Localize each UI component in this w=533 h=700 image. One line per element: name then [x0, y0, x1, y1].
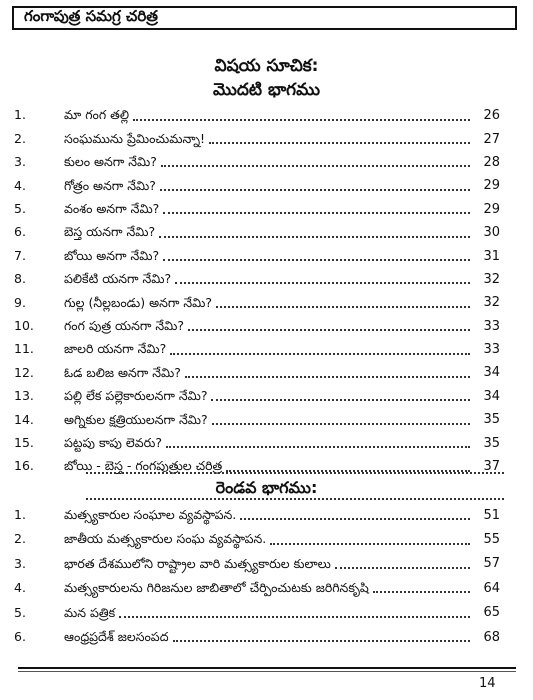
dot-leader	[216, 304, 470, 308]
toc-entry-number: 7.	[14, 247, 26, 263]
toc-entry-page: 31	[483, 248, 500, 264]
dot-leader	[209, 140, 470, 144]
toc-entry	[14, 221, 500, 244]
toc-entry	[14, 431, 500, 454]
dot-leader	[160, 187, 470, 191]
toc-entry-label: పలికేటి యనగా నేమి?	[64, 271, 172, 287]
dot-leader	[226, 468, 470, 472]
toc-entry	[14, 385, 500, 408]
dot-leader	[270, 541, 470, 545]
toc-entry	[14, 527, 500, 551]
toc-entry-page: 64	[483, 580, 500, 596]
toc-entry-page: 29	[483, 178, 500, 194]
toc-entry	[14, 198, 500, 221]
part2-list	[14, 503, 500, 649]
toc-entry-number: 3.	[14, 555, 26, 571]
toc-title: విషయ సూచిక:	[214, 56, 319, 76]
toc-entry-label: జాలరి యనగా నేమి?	[64, 341, 167, 357]
dot-leader	[163, 257, 470, 261]
section-divider-top	[86, 472, 504, 474]
toc-entry	[14, 244, 500, 267]
toc-entry-page: 35	[483, 412, 500, 428]
toc-entry-label: బోయి అనగా నేమి?	[64, 247, 160, 263]
part1-title: మొదటి భాగము	[213, 80, 320, 100]
toc-entry	[14, 291, 500, 314]
toc-entry-number: 6.	[14, 224, 26, 240]
dot-leader	[175, 280, 470, 284]
toc-entry-number: 6.	[14, 628, 26, 644]
toc-entry	[14, 408, 500, 431]
toc-entry-label: అగ్నికుల క్షత్రియులనగా నేమి?	[64, 411, 208, 427]
toc-entry-page: 34	[483, 365, 500, 381]
dot-leader	[173, 638, 470, 642]
toc-entry	[14, 315, 500, 338]
dot-leader	[163, 210, 470, 214]
toc-entry-number: 13.	[14, 388, 34, 404]
toc-entry-page: 27	[483, 131, 500, 147]
toc-entry-page: 33	[483, 318, 500, 334]
toc-entry	[14, 174, 500, 197]
toc-entry-page: 26	[483, 108, 500, 124]
dot-leader	[159, 234, 470, 238]
toc-entry-page: 29	[483, 201, 500, 217]
toc-entry-page: 51	[483, 507, 500, 523]
toc-entry-page: 68	[483, 629, 500, 645]
toc-entry-label: ఓడ బలిజ అనగా నేమి?	[64, 364, 181, 380]
toc-entry-label: బోయి - బెస్త - గంగపుత్రుల చరిత్ర	[64, 458, 223, 474]
toc-entry-label: గుల్ల (నీల్లబండు) అనగా నేమి?	[64, 294, 212, 310]
toc-entry-page: 33	[483, 342, 500, 358]
toc-entry-number: 1.	[14, 107, 26, 123]
page-number: 14	[479, 676, 496, 691]
dot-leader	[119, 614, 470, 618]
toc-entry-page: 35	[483, 435, 500, 451]
toc-entry-number: 15.	[14, 434, 34, 450]
toc-entry	[14, 625, 500, 649]
toc-entry-number: 1.	[14, 506, 26, 522]
toc-entry-number: 5.	[14, 201, 26, 216]
dot-leader	[185, 374, 470, 378]
toc-entry-number: 10.	[14, 317, 34, 333]
dot-leader	[373, 589, 470, 593]
toc-entry-label: వంశం అనగా నేమి?	[64, 201, 160, 216]
toc-entry-page: 32	[483, 295, 500, 311]
toc-entry-label: మన పత్రిక	[64, 604, 116, 620]
dot-leader	[335, 565, 470, 569]
toc-entry-label: కులం అనగా నేమి?	[64, 154, 157, 170]
toc-entry-label: ఆంధ్రప్రదేశ్ జలసంపద	[64, 628, 169, 644]
toc-entry-number: 2.	[14, 531, 26, 547]
toc-entry-page: 32	[483, 271, 500, 287]
toc-entry	[14, 576, 500, 600]
footer-rule	[18, 667, 516, 669]
dot-leader	[133, 117, 470, 121]
dot-leader	[166, 444, 470, 448]
toc-entry-label: మా గంగ తల్లి	[64, 107, 129, 123]
toc-entry-number: 3.	[14, 154, 26, 170]
section-divider-bottom	[86, 498, 504, 500]
dot-leader	[188, 327, 470, 331]
toc-entry-page: 65	[483, 605, 500, 621]
toc-entry	[14, 455, 500, 478]
toc-entry	[14, 127, 500, 150]
toc-entry-page: 28	[483, 154, 500, 170]
toc-entry-label: గంగ పుత్ర యనగా నేమి?	[64, 317, 185, 333]
running-header	[12, 6, 517, 30]
toc-entry-number: 2.	[14, 130, 26, 146]
toc-entry-number: 11.	[14, 341, 34, 357]
toc-entry	[14, 338, 500, 361]
toc-entry-number: 14.	[14, 411, 34, 427]
toc-entry-label: బెస్త యనగా నేమి?	[64, 224, 156, 240]
dot-leader	[212, 421, 470, 425]
toc-entry-number: 9.	[14, 294, 26, 310]
toc-entry-label: సంఘమును ప్రేమించుమన్నా!	[64, 130, 206, 146]
toc-entry-number: 4.	[14, 580, 26, 596]
toc-entry-label: మత్స్యకారులను గిరిజనుల జాబితాలో చేర్పించుటకు జరిగినకృషి	[64, 580, 369, 596]
dot-leader	[161, 163, 470, 167]
toc-entry	[14, 151, 500, 174]
toc-entry-number: 5.	[14, 604, 26, 620]
toc-entry-number: 12.	[14, 364, 34, 380]
toc-entry-page: 57	[483, 556, 500, 572]
running-header-title: గంగాపుత్ర సమగ్ర చరిత్ర	[24, 7, 158, 25]
toc-entry	[14, 268, 500, 291]
toc-entry-label: పల్లి లేక పల్లెకారులనగా నేమి?	[64, 388, 208, 404]
dot-leader	[240, 516, 470, 520]
toc-entry-page: 37	[483, 459, 500, 475]
toc-entry-page: 55	[483, 532, 500, 548]
toc-entry-label: మత్స్యకారుల సంఘాల వ్యవస్థాపన.	[64, 506, 237, 522]
toc-entry-number: 4.	[14, 177, 26, 193]
toc-entry	[14, 552, 500, 576]
footer-rule-thin	[18, 671, 516, 672]
toc-entry-page: 30	[483, 225, 500, 241]
toc-entry	[14, 503, 500, 527]
toc-entry-page: 34	[483, 388, 500, 404]
toc-entry	[14, 104, 500, 127]
toc-entry-label: జాతీయ మత్స్యకారుల సంఘ వ్యవస్థాపన.	[64, 531, 267, 547]
part2-title: రెండవ భాగము:	[215, 478, 318, 497]
toc-entry-number: 16.	[14, 458, 34, 474]
toc-entry	[14, 361, 500, 384]
toc-entry-number: 8.	[14, 271, 26, 287]
toc-entry-label: భారత దేశములోని రాష్ట్రాల వారి మత్స్యకారుల కులాలు	[64, 555, 331, 571]
toc-entry	[14, 601, 500, 625]
part1-list	[14, 104, 500, 478]
dot-leader	[170, 351, 470, 355]
dot-leader	[211, 397, 470, 401]
toc-entry-label: గోత్రం అనగా నేమి?	[64, 177, 156, 193]
toc-entry-label: పట్టపు కాపు లెవరు?	[64, 434, 163, 450]
